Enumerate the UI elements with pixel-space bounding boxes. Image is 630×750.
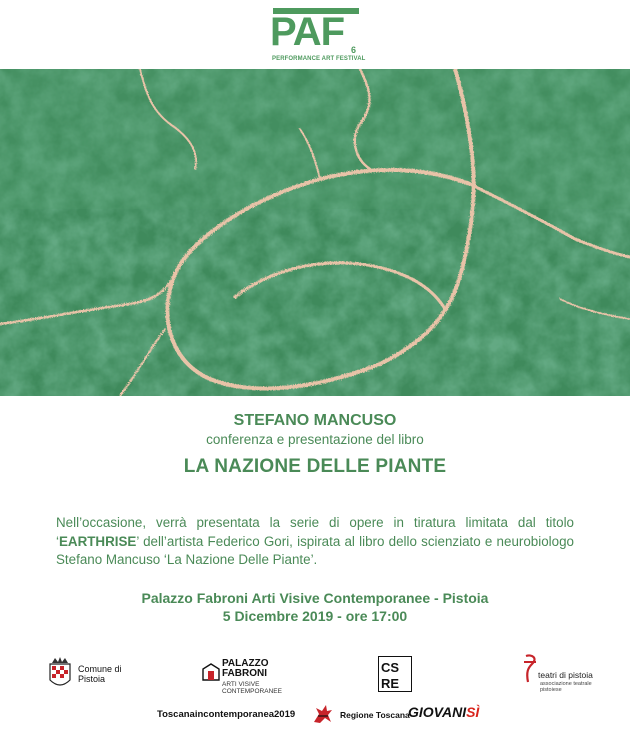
event-date: 5 Dicembre 2019 - ore 17:00: [222, 608, 408, 624]
description-text-start: Nell’occasione, verrà presentata la serie di opere in tiratura limitata dal titolo ‘: [56, 515, 574, 549]
coat-of-arms-icon: [46, 656, 74, 692]
svg-text:CS: CS: [381, 660, 400, 675]
event-description: [56, 514, 574, 570]
csre-logo: [378, 656, 412, 692]
artwork-series-title: EARTHRISE: [58, 533, 137, 549]
artwork-image: [0, 69, 630, 396]
logo-wordmark: PAF: [270, 10, 345, 54]
earthrise-artwork: [0, 69, 630, 396]
teatri-di-pistoia-logo: [522, 654, 602, 694]
event-venue: Palazzo Fabroni Arti Visive Contemporanee - Pistoia: [141, 590, 489, 606]
giovani-text: GIOVANI: [408, 704, 467, 720]
comune-label: Comune di Pistoia: [78, 664, 122, 684]
palazzo-fabroni-logo: [200, 659, 300, 693]
pegasus-icon: [310, 702, 336, 728]
comune-di-pistoia-logo: [46, 656, 126, 696]
toscanaincontemporanea-logo: Toscanaincontemporanea2019: [157, 709, 296, 720]
fabroni-sub: ARTI VISIVE CONTEMPORANEE: [222, 681, 282, 695]
fabroni-name: PALAZZO FABRONI: [222, 658, 269, 679]
csre-mark-icon: [378, 656, 412, 692]
speaker-name: STEFANO MANCUSO: [233, 412, 397, 429]
regione-toscana-logo: [308, 702, 408, 728]
teatri-name: teatri di pistoia: [538, 670, 593, 680]
description-text-end: ’ dell’artista Federico Gori, ispirata al libro dello scienziato e neurobiologo Stefano Mancuso ‘La Nazione Delle Piante’.: [56, 533, 574, 567]
logo-subtitle: PERFORMANCE ART FESTIVAL: [272, 56, 366, 62]
paf-logo: [270, 8, 370, 66]
giovanisi-logo: [408, 704, 479, 720]
logo-edition: 6: [351, 45, 357, 55]
book-title: LA NAZIONE DELLE PIANTE: [183, 456, 447, 477]
event-subtitle: conferenza e presentazione del libro: [206, 432, 424, 447]
giovani-si-text: SÌ: [466, 704, 480, 720]
fabroni-mark-icon: [202, 663, 220, 681]
svg-text:RE: RE: [381, 676, 400, 691]
teatri-sub: associazione teatrale pistoiese: [540, 681, 592, 693]
regione-label: Regione Toscana: [340, 710, 410, 720]
